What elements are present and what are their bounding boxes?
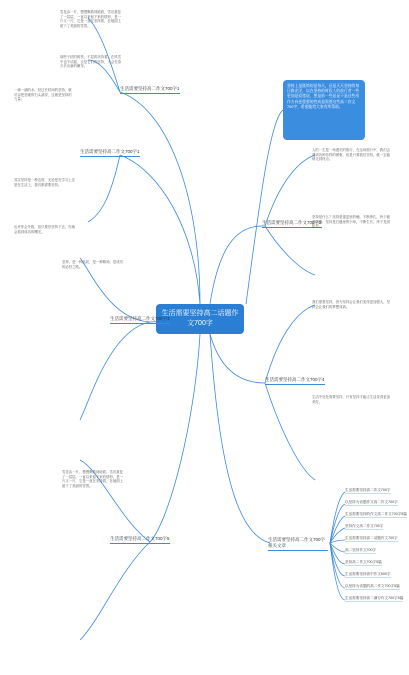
- related-article-link[interactable]: 生活需要坚持高二作文700字: [345, 488, 391, 492]
- branch-essay-3[interactable]: 生活需要坚持高二作文700字3: [110, 316, 170, 324]
- leaf-note: 雪花由一片，慢慢飘着到地面，雪后重复了一层层，一直以来留下来的情形，是一片又一片，它是一直在坚持着，在地面上留下了美丽的雪景。: [60, 10, 122, 28]
- leaf-note: 雪花由一片，慢慢飘着到地面，雪后重复了一层层，一直以来留下来的情形，是一片又一片，它是一直在坚持着，在地面上留下了美丽的雪景。: [62, 470, 124, 488]
- related-article-link[interactable]: 高二坚持作文700字: [345, 548, 377, 552]
- central-topic[interactable]: 生活需要坚持高二话题作文700字: [156, 304, 244, 334]
- leaf-note: 生活中处处需要坚持，只有坚持才能让生活变得更加美好。: [312, 395, 390, 404]
- related-article-link[interactable]: 生活需要坚持高中作文600字: [345, 572, 391, 576]
- branch-related-articles[interactable]: 生活需要坚持高二作文700字相关文章: [268, 537, 328, 551]
- related-article-link[interactable]: 生活需要坚持高二话题作文700字: [345, 536, 398, 540]
- branch-essay-1[interactable]: 生活需要坚持高二作文700字1: [120, 86, 180, 94]
- leaf-note: 也许你会失败，但只要你坚持下去，你就会看到成功的曙光。: [14, 225, 76, 234]
- branch-essay-5[interactable]: 生活需要坚持高二作文700字5: [110, 536, 170, 544]
- related-article-link[interactable]: 坚持作文高二作文700字: [345, 524, 384, 528]
- leaf-note: 坚持，是一种品质，是一种精神，是成功的必经之路。: [62, 260, 124, 269]
- leaf-note: 坚持是什么？坚持是蚕茧里的蛹，不断挣扎，终于破茧成蝶；坚持是石缝里的小草，不断生长，终于见到阳光。: [312, 215, 390, 229]
- related-article-link[interactable]: 以坚持为话题作文高二作文700字: [345, 500, 398, 504]
- leaf-note: 那些干枯的树枝，不屈的坚持着，在风雪中也不动摇，正是它们的坚持，才会在春天长出新的嫩芽。: [60, 55, 122, 69]
- related-article-link[interactable]: 生活需要坚持的作文高二作文700字5篇: [345, 512, 407, 516]
- intro-summary-box: 坚持上是既简的是每天，还是天天坚持的每日路光学，以在坚持的时段人的前行者一些更加是爱莲说，想是前一些是是不是这些动作方向更重要的性成是需要这些高二作文700字，希望能给大家有所帮助。: [283, 80, 365, 140]
- related-article-link[interactable]: 坚持高二作文700字5篇: [345, 560, 382, 564]
- leaf-note: 其实坚持是一种态度，无论是在学习上还是在生活上，我们都需要坚持。: [14, 178, 76, 187]
- branch-essay-1b[interactable]: 生活需要坚持高二作文700字1: [80, 149, 140, 157]
- leaf-note: 人的一生是一场漫长的旅行，在这场旅行中，我们会遇到各种各样的困难，但是只要我们坚持，就一定能够走到终点。: [312, 148, 390, 162]
- branch-essay-2[interactable]: 生活需要坚持高二作文700字2: [262, 220, 322, 228]
- leaf-note: 一滴一滴的水，经过长时间的坚持，就可以把坚硬的石头滴穿，这就是坚持的力量。: [14, 88, 72, 102]
- leaf-note: 我们需要坚持，因为坚持会让我们变得更加强大，坚持会让我们的梦想成真。: [312, 300, 390, 309]
- branch-essay-4[interactable]: 生活需要坚持高二作文700字4: [265, 377, 325, 385]
- related-article-link[interactable]: 生活需要坚持高二满分作文700字5篇: [345, 596, 404, 600]
- related-article-link[interactable]: 以坚持为话题的高二作文700字5篇: [345, 584, 400, 588]
